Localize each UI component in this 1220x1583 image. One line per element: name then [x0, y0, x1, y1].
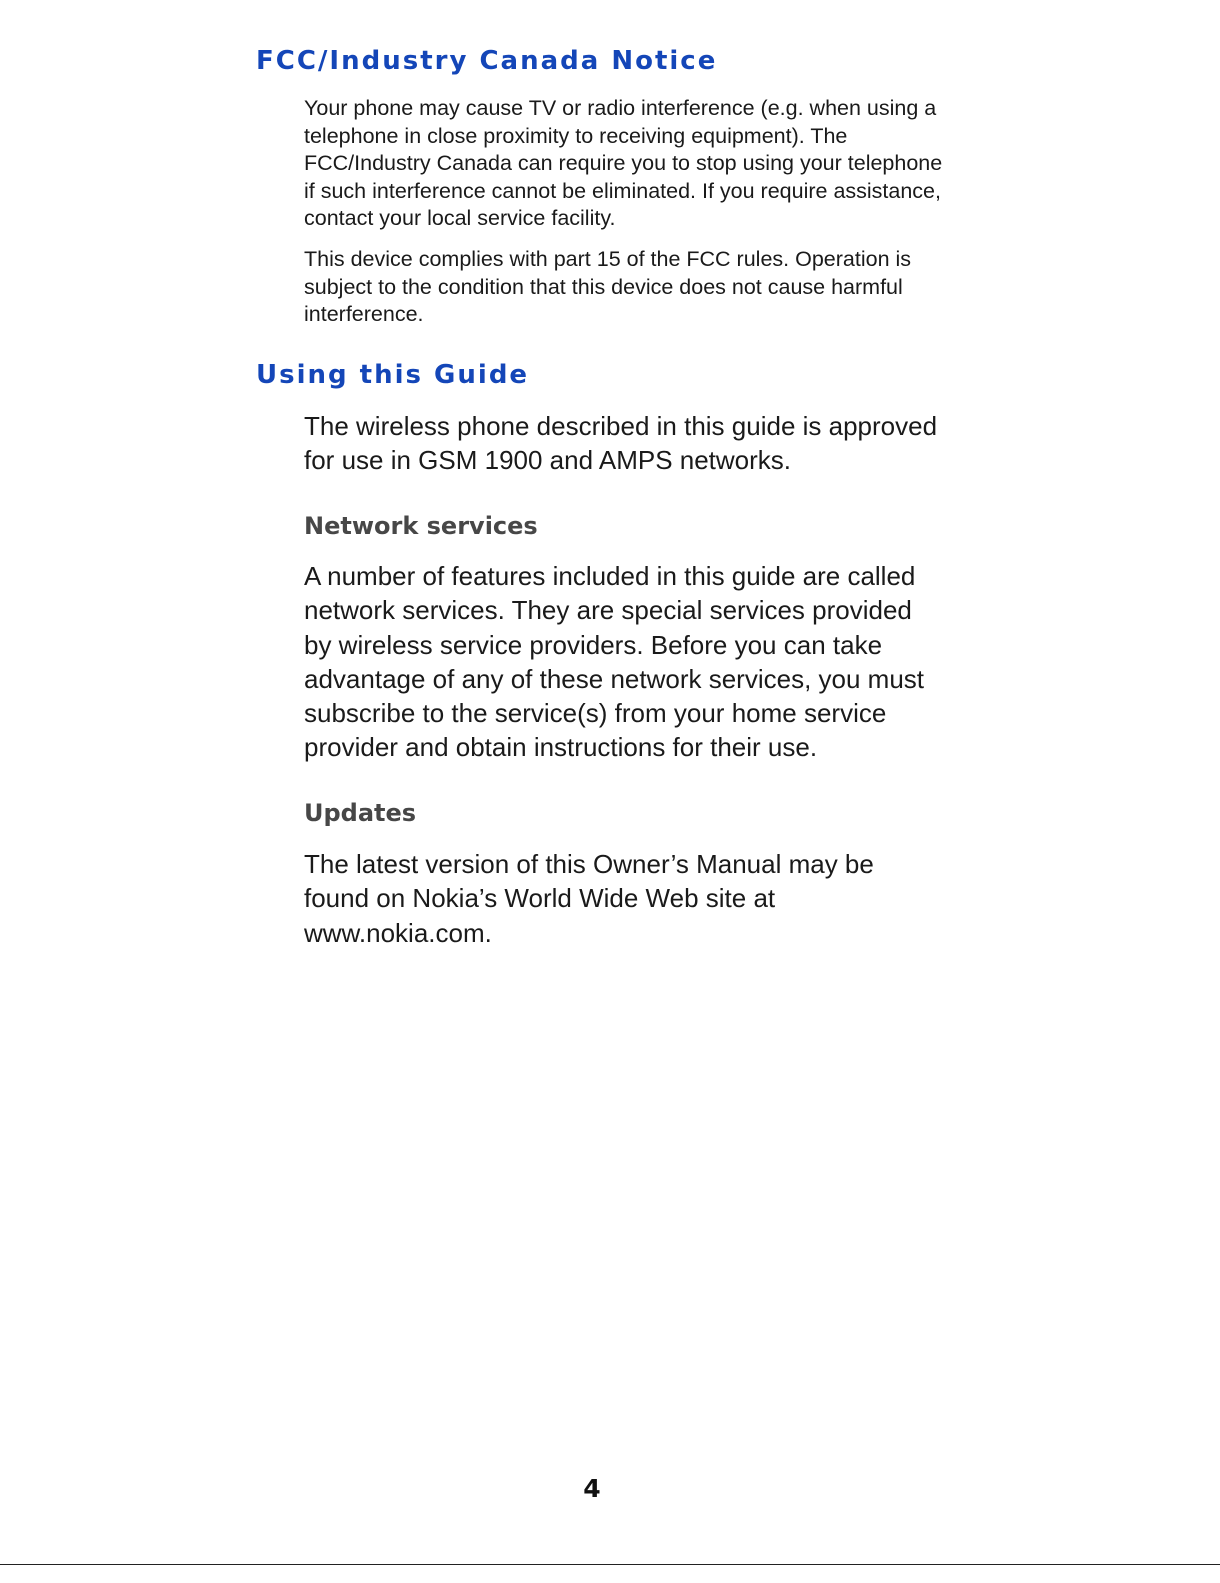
network-services-heading: Network services — [304, 512, 538, 540]
updates-paragraph: The latest version of this Owner’s Manual may be found on Nokia’s World Wide Web site at www.nokia.com. — [304, 849, 874, 948]
guide-intro-paragraph: The wireless phone described in this guide is approved for use in GSM 1900 and AMPS networks. — [304, 411, 938, 476]
using-guide-heading: Using this Guide — [256, 360, 530, 390]
network-services-paragraph: A number of features included in this guide are called network services. They are special services provided by wireless service providers. Before you can take advantage of any of these network services, you must subscribe to the service(s) from your home service provider and obtain instructions for their use. — [304, 561, 925, 763]
fcc-part15-paragraph: This device complies with part 15 of the FCC rules. Operation is subject to the condition that this device does not cause harmful interference. — [304, 247, 912, 326]
fcc-interference-paragraph: Your phone may cause TV or radio interference (e.g. when using a telephone in close proximity to receiving equipment). The FCC/Industry Canada can require you to stop using your telephone if such interference cannot be eliminated. If you require assistance, contact your local service facility. — [304, 96, 943, 230]
fcc-notice-heading: FCC/Industry Canada Notice — [256, 46, 718, 76]
updates-heading: Updates — [304, 799, 417, 827]
footer-rule — [0, 1564, 1220, 1565]
page-number: 4 — [583, 1474, 601, 1503]
